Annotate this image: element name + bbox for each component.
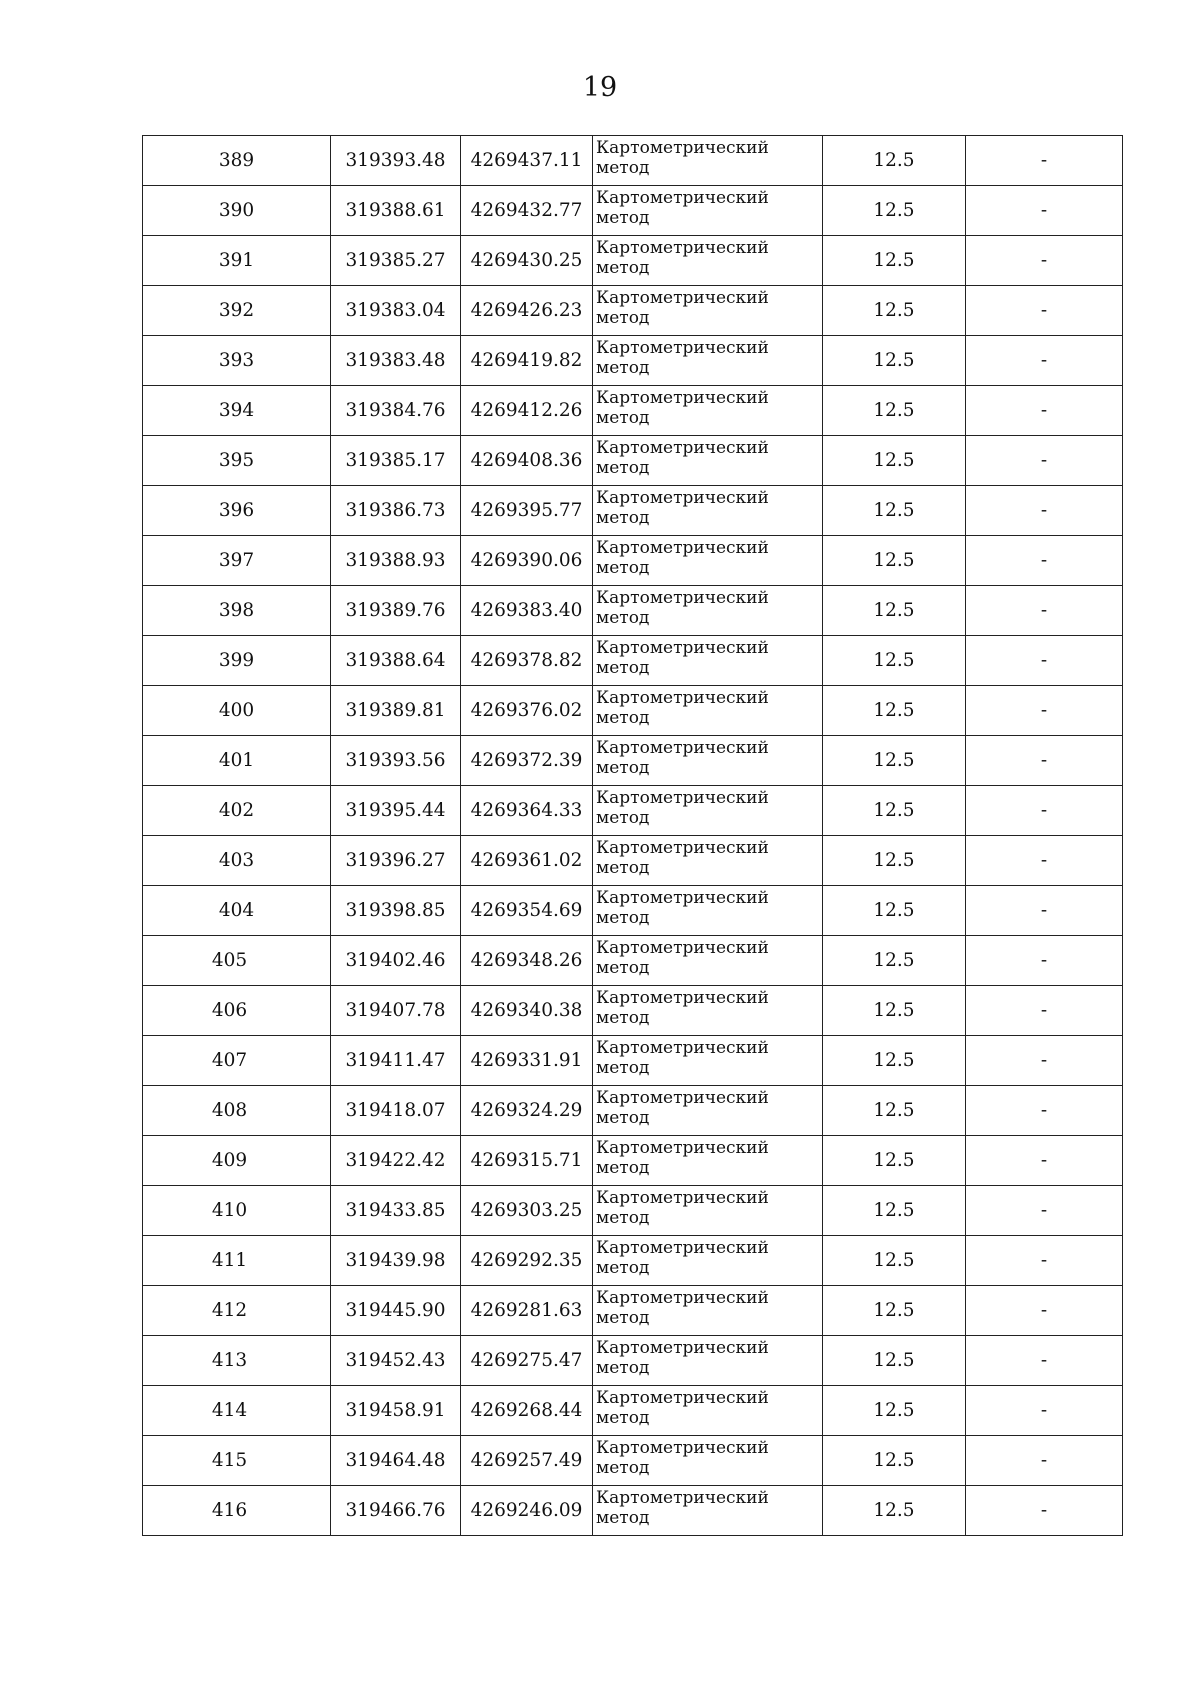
x-coordinate-cell: 319407.78 [331, 986, 461, 1036]
point-number-cell: 407 [143, 1036, 331, 1086]
method-cell: Картометрический метод [593, 986, 823, 1036]
point-number-cell: 411 [143, 1236, 331, 1286]
method-cell: Картометрический метод [593, 1086, 823, 1136]
table-row [143, 136, 1123, 186]
note-cell: - [966, 436, 1123, 486]
x-coordinate-cell: 319452.43 [331, 1336, 461, 1386]
x-coordinate-cell: 319464.48 [331, 1436, 461, 1486]
table-row [143, 1286, 1123, 1336]
x-coordinate-cell: 319386.73 [331, 486, 461, 536]
point-number-cell: 399 [143, 636, 331, 686]
x-coordinate-cell: 319383.48 [331, 336, 461, 386]
accuracy-cell: 12.5 [823, 1236, 966, 1286]
x-coordinate-cell: 319433.85 [331, 1186, 461, 1236]
y-coordinate-cell: 4269257.49 [461, 1436, 593, 1486]
point-number-cell: 415 [143, 1436, 331, 1486]
note-cell: - [966, 1286, 1123, 1336]
y-coordinate-cell: 4269303.25 [461, 1186, 593, 1236]
table-row [143, 636, 1123, 686]
x-coordinate-cell: 319458.91 [331, 1386, 461, 1436]
note-cell: - [966, 386, 1123, 436]
point-number-cell: 408 [143, 1086, 331, 1136]
y-coordinate-cell: 4269408.36 [461, 436, 593, 486]
y-coordinate-cell: 4269376.02 [461, 686, 593, 736]
y-coordinate-cell: 4269315.71 [461, 1136, 593, 1186]
table-row [143, 1136, 1123, 1186]
point-number-cell: 392 [143, 286, 331, 336]
method-cell: Картометрический метод [593, 1286, 823, 1336]
method-cell: Картометрический метод [593, 136, 823, 186]
point-number-cell: 402 [143, 786, 331, 836]
table-row [143, 836, 1123, 886]
table-row [143, 1486, 1123, 1536]
point-number-cell: 409 [143, 1136, 331, 1186]
y-coordinate-cell: 4269364.33 [461, 786, 593, 836]
note-cell: - [966, 236, 1123, 286]
x-coordinate-cell: 319398.85 [331, 886, 461, 936]
table-row [143, 536, 1123, 586]
method-cell: Картометрический метод [593, 286, 823, 336]
note-cell: - [966, 636, 1123, 686]
table-row [143, 186, 1123, 236]
accuracy-cell: 12.5 [823, 236, 966, 286]
accuracy-cell: 12.5 [823, 186, 966, 236]
table-row [143, 936, 1123, 986]
accuracy-cell: 12.5 [823, 1186, 966, 1236]
table-row [143, 1186, 1123, 1236]
method-cell: Картометрический метод [593, 436, 823, 486]
point-number-cell: 416 [143, 1486, 331, 1536]
method-cell: Картометрический метод [593, 1336, 823, 1386]
note-cell: - [966, 686, 1123, 736]
point-number-cell: 396 [143, 486, 331, 536]
accuracy-cell: 12.5 [823, 136, 966, 186]
method-cell: Картометрический метод [593, 1236, 823, 1286]
note-cell: - [966, 986, 1123, 1036]
point-number-cell: 401 [143, 736, 331, 786]
page-number: 19 [582, 72, 618, 103]
note-cell: - [966, 786, 1123, 836]
accuracy-cell: 12.5 [823, 786, 966, 836]
method-cell: Картометрический метод [593, 836, 823, 886]
table-row [143, 486, 1123, 536]
note-cell: - [966, 186, 1123, 236]
method-cell: Картометрический метод [593, 1386, 823, 1436]
note-cell: - [966, 136, 1123, 186]
accuracy-cell: 12.5 [823, 536, 966, 586]
method-cell: Картометрический метод [593, 936, 823, 986]
table-row [143, 736, 1123, 786]
y-coordinate-cell: 4269246.09 [461, 1486, 593, 1536]
note-cell: - [966, 486, 1123, 536]
point-number-cell: 406 [143, 986, 331, 1036]
point-number-cell: 395 [143, 436, 331, 486]
accuracy-cell: 12.5 [823, 936, 966, 986]
note-cell: - [966, 1386, 1123, 1436]
accuracy-cell: 12.5 [823, 586, 966, 636]
y-coordinate-cell: 4269275.47 [461, 1336, 593, 1386]
accuracy-cell: 12.5 [823, 836, 966, 886]
method-cell: Картометрический метод [593, 736, 823, 786]
x-coordinate-cell: 319395.44 [331, 786, 461, 836]
y-coordinate-cell: 4269281.63 [461, 1286, 593, 1336]
note-cell: - [966, 936, 1123, 986]
accuracy-cell: 12.5 [823, 686, 966, 736]
point-number-cell: 397 [143, 536, 331, 586]
accuracy-cell: 12.5 [823, 336, 966, 386]
x-coordinate-cell: 319385.27 [331, 236, 461, 286]
x-coordinate-cell: 319445.90 [331, 1286, 461, 1336]
y-coordinate-cell: 4269361.02 [461, 836, 593, 886]
note-cell: - [966, 1086, 1123, 1136]
table-row [143, 1336, 1123, 1386]
table-row [143, 1436, 1123, 1486]
note-cell: - [966, 586, 1123, 636]
note-cell: - [966, 836, 1123, 886]
method-cell: Картометрический метод [593, 486, 823, 536]
table-row [143, 436, 1123, 486]
note-cell: - [966, 1336, 1123, 1386]
y-coordinate-cell: 4269395.77 [461, 486, 593, 536]
point-number-cell: 413 [143, 1336, 331, 1386]
x-coordinate-cell: 319411.47 [331, 1036, 461, 1086]
accuracy-cell: 12.5 [823, 1136, 966, 1186]
accuracy-cell: 12.5 [823, 1086, 966, 1136]
y-coordinate-cell: 4269268.44 [461, 1386, 593, 1436]
point-number-cell: 389 [143, 136, 331, 186]
point-number-cell: 404 [143, 886, 331, 936]
note-cell: - [966, 336, 1123, 386]
method-cell: Картометрический метод [593, 1136, 823, 1186]
point-number-cell: 400 [143, 686, 331, 736]
method-cell: Картометрический метод [593, 386, 823, 436]
x-coordinate-cell: 319396.27 [331, 836, 461, 886]
point-number-cell: 405 [143, 936, 331, 986]
table-body [143, 136, 1123, 1536]
method-cell: Картометрический метод [593, 1186, 823, 1236]
x-coordinate-cell: 319418.07 [331, 1086, 461, 1136]
table-row [143, 786, 1123, 836]
x-coordinate-cell: 319393.48 [331, 136, 461, 186]
method-cell: Картометрический метод [593, 636, 823, 686]
table-row [143, 986, 1123, 1036]
table-row [143, 686, 1123, 736]
y-coordinate-cell: 4269340.38 [461, 986, 593, 1036]
accuracy-cell: 12.5 [823, 1036, 966, 1086]
point-number-cell: 394 [143, 386, 331, 436]
note-cell: - [966, 1236, 1123, 1286]
x-coordinate-cell: 319393.56 [331, 736, 461, 786]
accuracy-cell: 12.5 [823, 1436, 966, 1486]
y-coordinate-cell: 4269412.26 [461, 386, 593, 436]
x-coordinate-cell: 319422.42 [331, 1136, 461, 1186]
table-row [143, 1386, 1123, 1436]
point-number-cell: 393 [143, 336, 331, 386]
note-cell: - [966, 1436, 1123, 1486]
x-coordinate-cell: 319385.17 [331, 436, 461, 486]
table-row [143, 1086, 1123, 1136]
note-cell: - [966, 736, 1123, 786]
method-cell: Картометрический метод [593, 886, 823, 936]
accuracy-cell: 12.5 [823, 1386, 966, 1436]
accuracy-cell: 12.5 [823, 886, 966, 936]
accuracy-cell: 12.5 [823, 1286, 966, 1336]
method-cell: Картометрический метод [593, 186, 823, 236]
method-cell: Картометрический метод [593, 686, 823, 736]
method-cell: Картометрический метод [593, 1436, 823, 1486]
note-cell: - [966, 286, 1123, 336]
x-coordinate-cell: 319383.04 [331, 286, 461, 336]
y-coordinate-cell: 4269419.82 [461, 336, 593, 386]
y-coordinate-cell: 4269430.25 [461, 236, 593, 286]
accuracy-cell: 12.5 [823, 736, 966, 786]
x-coordinate-cell: 319388.61 [331, 186, 461, 236]
accuracy-cell: 12.5 [823, 986, 966, 1036]
x-coordinate-cell: 319466.76 [331, 1486, 461, 1536]
method-cell: Картометрический метод [593, 536, 823, 586]
accuracy-cell: 12.5 [823, 386, 966, 436]
y-coordinate-cell: 4269426.23 [461, 286, 593, 336]
accuracy-cell: 12.5 [823, 636, 966, 686]
y-coordinate-cell: 4269372.39 [461, 736, 593, 786]
y-coordinate-cell: 4269383.40 [461, 586, 593, 636]
note-cell: - [966, 1486, 1123, 1536]
table-row [143, 1036, 1123, 1086]
table-row [143, 886, 1123, 936]
coordinates-table [142, 135, 1123, 1536]
note-cell: - [966, 536, 1123, 586]
method-cell: Картометрический метод [593, 336, 823, 386]
note-cell: - [966, 1036, 1123, 1086]
point-number-cell: 414 [143, 1386, 331, 1436]
point-number-cell: 403 [143, 836, 331, 886]
point-number-cell: 410 [143, 1186, 331, 1236]
x-coordinate-cell: 319388.64 [331, 636, 461, 686]
y-coordinate-cell: 4269432.77 [461, 186, 593, 236]
table-row [143, 586, 1123, 636]
x-coordinate-cell: 319388.93 [331, 536, 461, 586]
note-cell: - [966, 1186, 1123, 1236]
point-number-cell: 390 [143, 186, 331, 236]
method-cell: Картометрический метод [593, 586, 823, 636]
y-coordinate-cell: 4269324.29 [461, 1086, 593, 1136]
accuracy-cell: 12.5 [823, 436, 966, 486]
method-cell: Картометрический метод [593, 1036, 823, 1086]
accuracy-cell: 12.5 [823, 486, 966, 536]
table-row [143, 236, 1123, 286]
x-coordinate-cell: 319384.76 [331, 386, 461, 436]
table-row [143, 1236, 1123, 1286]
method-cell: Картометрический метод [593, 236, 823, 286]
point-number-cell: 412 [143, 1286, 331, 1336]
x-coordinate-cell: 319439.98 [331, 1236, 461, 1286]
table-row [143, 336, 1123, 386]
y-coordinate-cell: 4269348.26 [461, 936, 593, 986]
accuracy-cell: 12.5 [823, 286, 966, 336]
y-coordinate-cell: 4269292.35 [461, 1236, 593, 1286]
y-coordinate-cell: 4269378.82 [461, 636, 593, 686]
x-coordinate-cell: 319389.76 [331, 586, 461, 636]
method-cell: Картометрический метод [593, 786, 823, 836]
y-coordinate-cell: 4269437.11 [461, 136, 593, 186]
accuracy-cell: 12.5 [823, 1336, 966, 1386]
accuracy-cell: 12.5 [823, 1486, 966, 1536]
point-number-cell: 391 [143, 236, 331, 286]
table-row [143, 386, 1123, 436]
x-coordinate-cell: 319389.81 [331, 686, 461, 736]
note-cell: - [966, 1136, 1123, 1186]
y-coordinate-cell: 4269354.69 [461, 886, 593, 936]
y-coordinate-cell: 4269331.91 [461, 1036, 593, 1086]
table-row [143, 286, 1123, 336]
x-coordinate-cell: 319402.46 [331, 936, 461, 986]
point-number-cell: 398 [143, 586, 331, 636]
note-cell: - [966, 886, 1123, 936]
y-coordinate-cell: 4269390.06 [461, 536, 593, 586]
method-cell: Картометрический метод [593, 1486, 823, 1536]
